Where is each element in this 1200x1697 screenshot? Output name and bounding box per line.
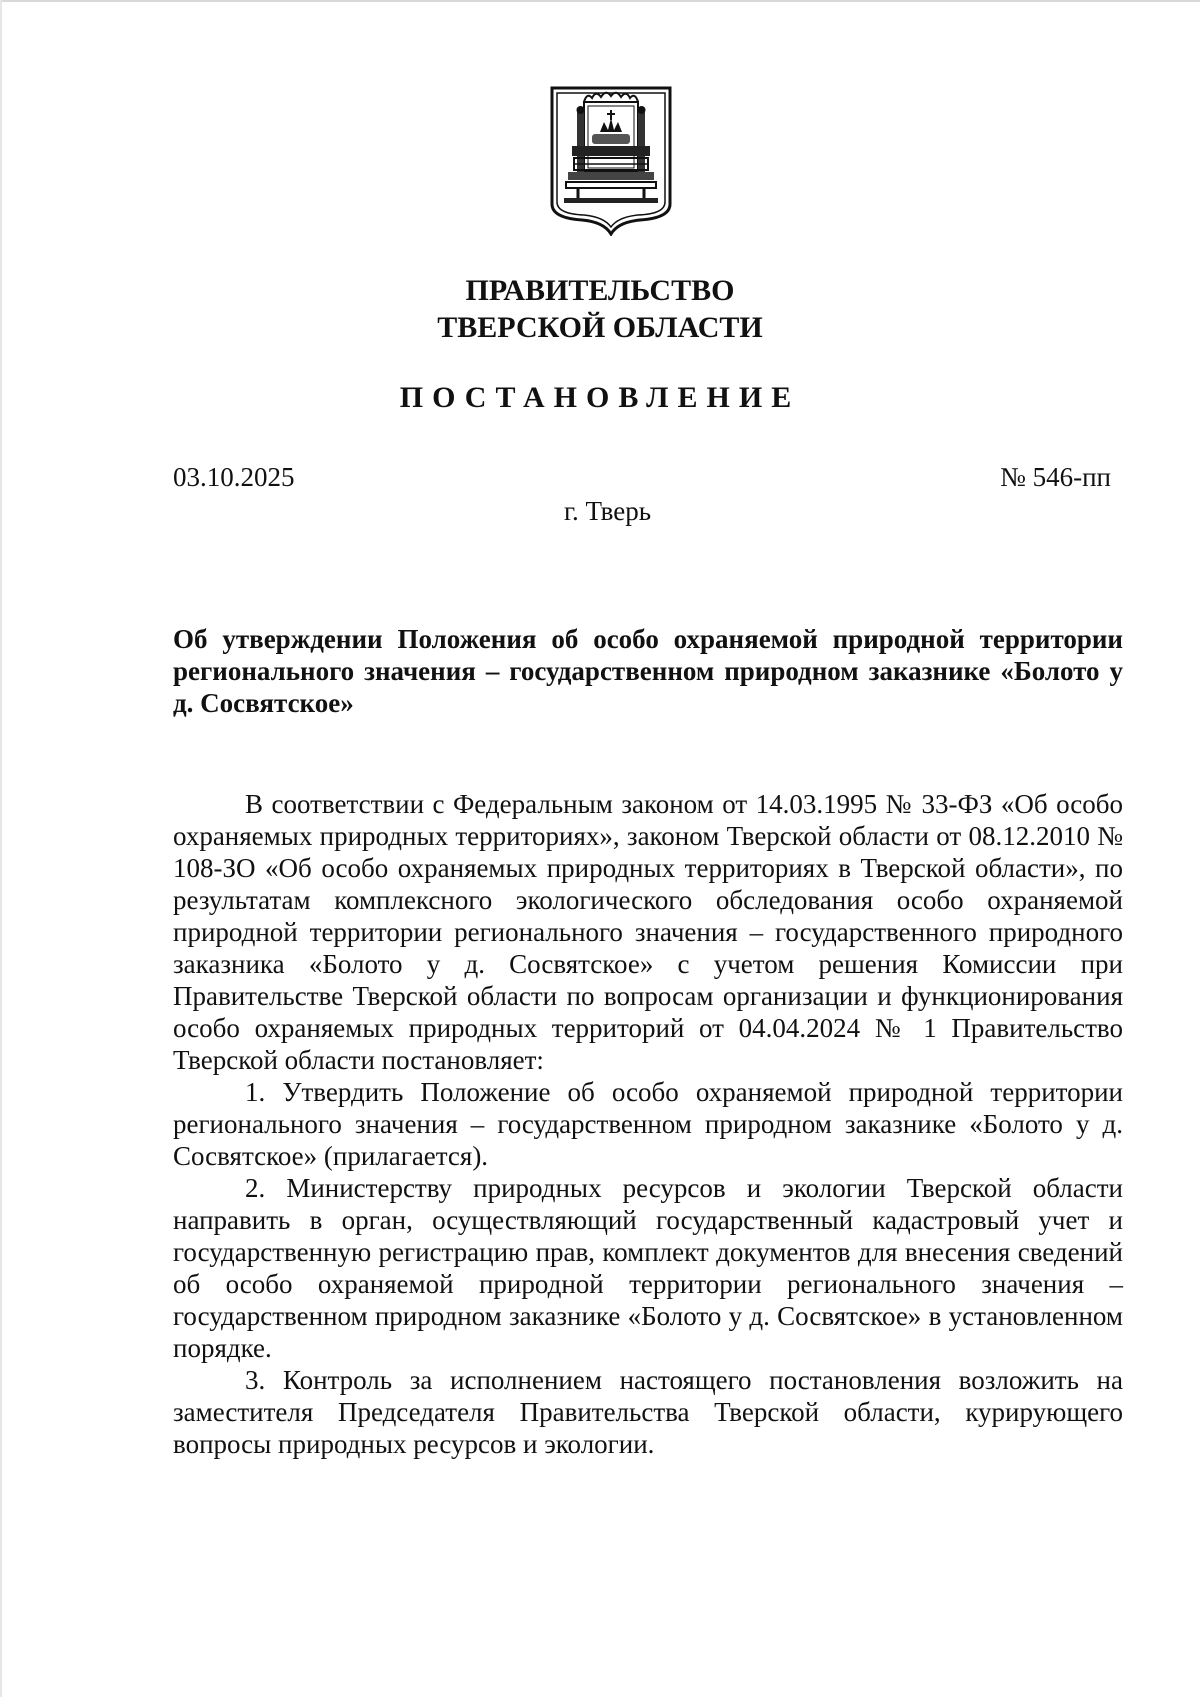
document-city: г. Тверь xyxy=(563,496,652,526)
government-title xyxy=(300,272,900,346)
scan-edge-top xyxy=(0,0,1200,2)
government-title-line2: ТВЕРСКОЙ ОБЛАСТИ xyxy=(437,311,763,344)
tver-region-coat-of-arms-icon xyxy=(548,84,674,236)
body-item-3: 3. Контроль за исполнением настоящего постановления возложить на заместителя Председателя Правительства Тверской области, курирующего вопросы природных ресурсов и экологии. xyxy=(173,1365,1123,1459)
document-type-heading: ПОСТАНОВЛЕНИЕ xyxy=(399,381,801,414)
document-date: 03.10.2025 xyxy=(173,462,295,492)
body-item-2: 2. Министерству природных ресурсов и экологии Тверской области направить в орган, осуществляющий государственный кадастровый учет и государственную регистрацию прав, комплект документов для внесения сведений об особо охраняемой природной территории регионального значения – государственном природном заказнике «Болото у д. Сосвятское» в установленном порядке. xyxy=(173,1173,1123,1363)
body-preamble: В соответствии с Федеральным законом от 14.03.1995 № 33-ФЗ «Об особо охраняемых природных территориях», законом Тверской области от 08.12.2010 № 108-ЗО «Об особо охраняемых природных территориях в Тверской области», по результатам комплексного экологического обследования особо охраняемой природной территории регионального значения – государственного природного заказника «Болото у д. Сосвятское» с учетом решения Комиссии при Правительстве Тверской области по вопросам организации и функционирования особо охраняемых природных территорий от 04.04.2024 № 1 Правительство Тверской области постановляет: xyxy=(173,789,1123,1075)
government-title-line1: ПРАВИТЕЛЬСТВО xyxy=(465,274,735,307)
document-number: № 546-пп xyxy=(1000,462,1111,492)
scan-edge-left xyxy=(0,0,2,1697)
body-item-1: 1. Утвердить Положение об особо охраняемой природной территории регионального значения – государственном природном заказнике «Болото у д. Сосвятское» (прилагается). xyxy=(173,1077,1123,1171)
document-subject: Об утверждении Положения об особо охраняемой природной территории регионального значения – государственном природном заказнике «Болото у д. Сосвятское» xyxy=(173,624,1123,718)
document-body xyxy=(173,788,1123,1460)
